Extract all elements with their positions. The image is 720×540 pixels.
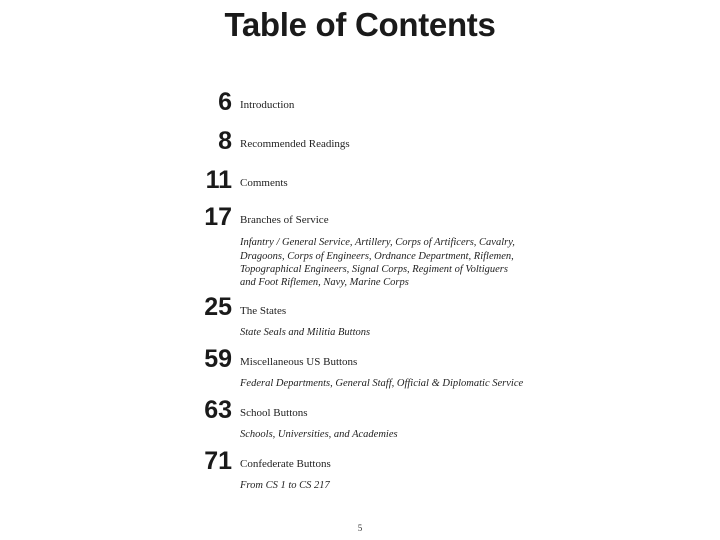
toc-entry-subtitle: Federal Departments, General Staff, Official & Diplomatic Service	[240, 378, 524, 389]
toc-entry-subtitle: Schools, Universities, and Academies	[240, 429, 398, 440]
toc-page-number: 71	[204, 447, 232, 475]
toc-entry-subtitle-line: and Foot Riflemen, Navy, Marine Corps	[240, 277, 409, 288]
toc-page-number: 17	[204, 203, 232, 231]
toc-entry-label: Introduction	[240, 99, 295, 111]
toc-entry-label: Comments	[240, 177, 288, 189]
toc-entry-subtitle: From CS 1 to CS 217	[240, 480, 330, 491]
toc-entry-subtitle-line: Infantry / General Service, Artillery, Corps of Artificers, Cavalry,	[240, 237, 515, 248]
toc-entry-subtitle-line: Dragoons, Corps of Engineers, Ordnance Department, Riflemen,	[240, 251, 514, 262]
page-title: Table of Contents	[224, 6, 496, 43]
toc-entry-label: Miscellaneous US Buttons	[240, 356, 358, 368]
toc-page-number: 8	[218, 127, 232, 155]
toc-entry-label: Branches of Service	[240, 214, 329, 226]
toc-entry-subtitle-line: Topographical Engineers, Signal Corps, Regiment of Voltiguers	[240, 264, 508, 275]
toc-page-number: 59	[204, 345, 232, 373]
toc-entry-label: School Buttons	[240, 407, 308, 419]
toc-entry-label: The States	[240, 305, 287, 317]
toc-page-number: 25	[204, 293, 232, 321]
page-number: 5	[357, 523, 363, 533]
toc-entry-subtitle: State Seals and Militia Buttons	[240, 327, 371, 338]
toc-entry-label: Confederate Buttons	[240, 458, 331, 470]
toc-page-number: 11	[205, 166, 232, 194]
toc-page-number: 63	[204, 396, 232, 424]
toc-entry-label: Recommended Readings	[240, 138, 350, 150]
toc-page-number: 6	[218, 88, 232, 116]
